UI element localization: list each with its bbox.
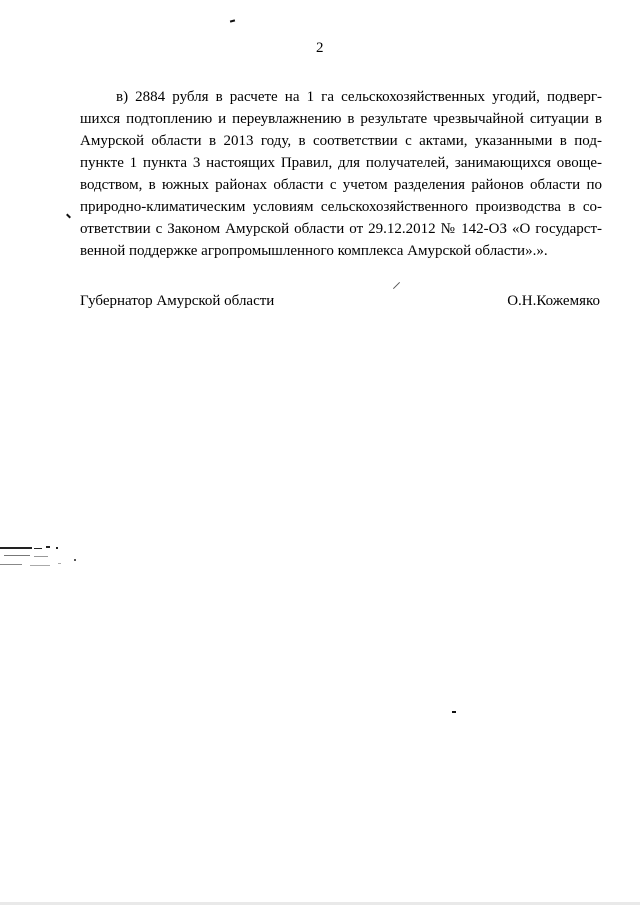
paragraph-line: природно-климатическим условиям сельскохозяйственного производства в со- [80, 199, 602, 215]
signatory-position: Губернатор Амурской области [80, 293, 275, 309]
signature-mark [393, 282, 400, 289]
body-paragraph [80, 86, 602, 262]
signature-block [80, 293, 600, 310]
paragraph-line: пункте 1 пункта 3 настоящих Правил, для получателей, занимающихся овоще- [80, 155, 602, 171]
page-number: 2 [316, 40, 324, 56]
signatory-name: О.Н.Кожемяко [507, 293, 600, 309]
paragraph-line: ответствии с Законом Амурской области от 29.12.2012 № 142-ОЗ «О государст- [80, 221, 602, 237]
paragraph-line: в) 2884 рубля в расчете на 1 га сельскохозяйственных угодий, подверг- [116, 89, 602, 105]
paragraph-line: Амурской области в 2013 году, в соответствии с актами, указанными в под- [80, 133, 602, 149]
paragraph-line: венной поддержке агропромышленного комплекса Амурской области».». [80, 243, 548, 259]
scan-speck [452, 711, 456, 713]
scan-speck [66, 214, 71, 219]
scan-noise [0, 545, 82, 571]
paragraph-line: шихся подтоплению и переувлажнению в результате чрезвычайной ситуации в [80, 111, 602, 127]
paragraph-line: водством, в южных районах области с учетом разделения районов области по [80, 177, 602, 193]
scan-speck [230, 19, 235, 22]
